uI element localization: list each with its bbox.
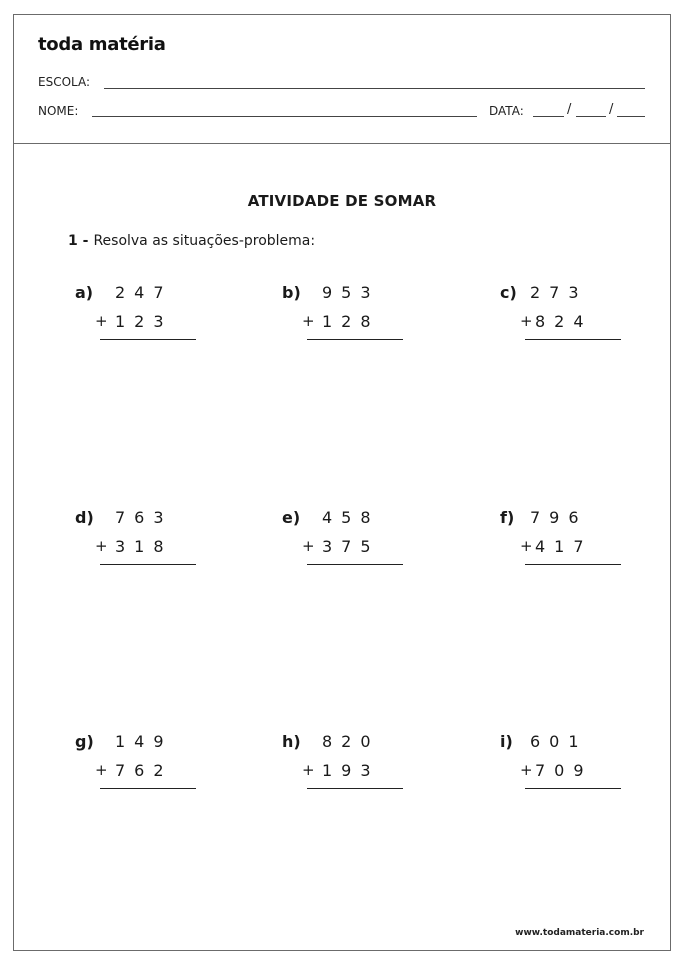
problem-addend-bottom: 123: [115, 312, 173, 331]
problem-addend-bottom: 417: [535, 537, 593, 556]
sum-line: [100, 564, 196, 565]
sum-line: [525, 339, 621, 340]
problem-letter: c): [500, 283, 517, 302]
problem-letter: b): [282, 283, 301, 302]
plus-sign: +: [520, 761, 533, 779]
page-title: ATIVIDADE DE SOMAR: [247, 192, 437, 210]
problem-addend-bottom: 762: [115, 761, 173, 780]
question-text: Resolva as situações-problema:: [93, 233, 316, 249]
problem-addend-top: 953: [322, 283, 380, 302]
sum-line: [307, 339, 403, 340]
problem-e: [282, 508, 432, 578]
problem-addend-top: 601: [530, 732, 588, 751]
problem-c: [500, 283, 650, 353]
sum-line: [525, 788, 621, 789]
problem-addend-bottom: 193: [322, 761, 380, 780]
problem-g: [75, 732, 225, 802]
problem-addend-bottom: 709: [535, 761, 593, 780]
problem-h: [282, 732, 432, 802]
problem-f: [500, 508, 650, 578]
problem-a: [75, 283, 225, 353]
problem-addend-top: 273: [530, 283, 588, 302]
question-number: 1 -: [68, 233, 89, 249]
problem-addend-top: 796: [530, 508, 588, 527]
problem-i: [500, 732, 650, 802]
sum-line: [525, 564, 621, 565]
question-instruction: [68, 233, 315, 249]
problem-addend-bottom: 375: [322, 537, 380, 556]
date-year-line: [617, 116, 645, 117]
date-day-line: [533, 116, 564, 117]
problem-addend-bottom: 128: [322, 312, 380, 331]
problem-addend-top: 247: [115, 283, 173, 302]
nome-label: NOME:: [38, 104, 79, 118]
problem-letter: e): [282, 508, 301, 527]
sum-line: [100, 339, 196, 340]
problem-letter: f): [500, 508, 515, 527]
plus-sign: +: [520, 537, 533, 555]
worksheet: [13, 14, 671, 951]
problem-addend-bottom: 318: [115, 537, 173, 556]
sum-line: [100, 788, 196, 789]
data-label: DATA:: [489, 104, 524, 118]
nome-line: [92, 116, 477, 117]
problem-letter: g): [75, 732, 94, 751]
date-separator-1: /: [567, 102, 572, 117]
plus-sign: +: [520, 312, 533, 330]
plus-sign: +: [95, 312, 108, 330]
problem-b: [282, 283, 432, 353]
plus-sign: +: [302, 761, 315, 779]
plus-sign: +: [302, 312, 315, 330]
problem-letter: h): [282, 732, 301, 751]
plus-sign: +: [95, 761, 108, 779]
problem-letter: a): [75, 283, 94, 302]
sum-line: [307, 564, 403, 565]
sum-line: [307, 788, 403, 789]
problem-addend-top: 763: [115, 508, 173, 527]
brand-logo: toda matéria: [38, 34, 166, 55]
footer-url: www.todamateria.com.br: [515, 928, 644, 938]
header-divider: [14, 143, 670, 144]
problem-addend-top: 820: [322, 732, 380, 751]
escola-label: ESCOLA:: [38, 75, 91, 89]
problem-addend-top: 149: [115, 732, 173, 751]
escola-line: [104, 88, 645, 89]
problem-addend-top: 458: [322, 508, 380, 527]
problem-d: [75, 508, 225, 578]
plus-sign: +: [302, 537, 315, 555]
date-month-line: [576, 116, 606, 117]
date-separator-2: /: [609, 102, 614, 117]
problem-letter: d): [75, 508, 94, 527]
problem-letter: i): [500, 732, 513, 751]
plus-sign: +: [95, 537, 108, 555]
problem-addend-bottom: 824: [535, 312, 593, 331]
